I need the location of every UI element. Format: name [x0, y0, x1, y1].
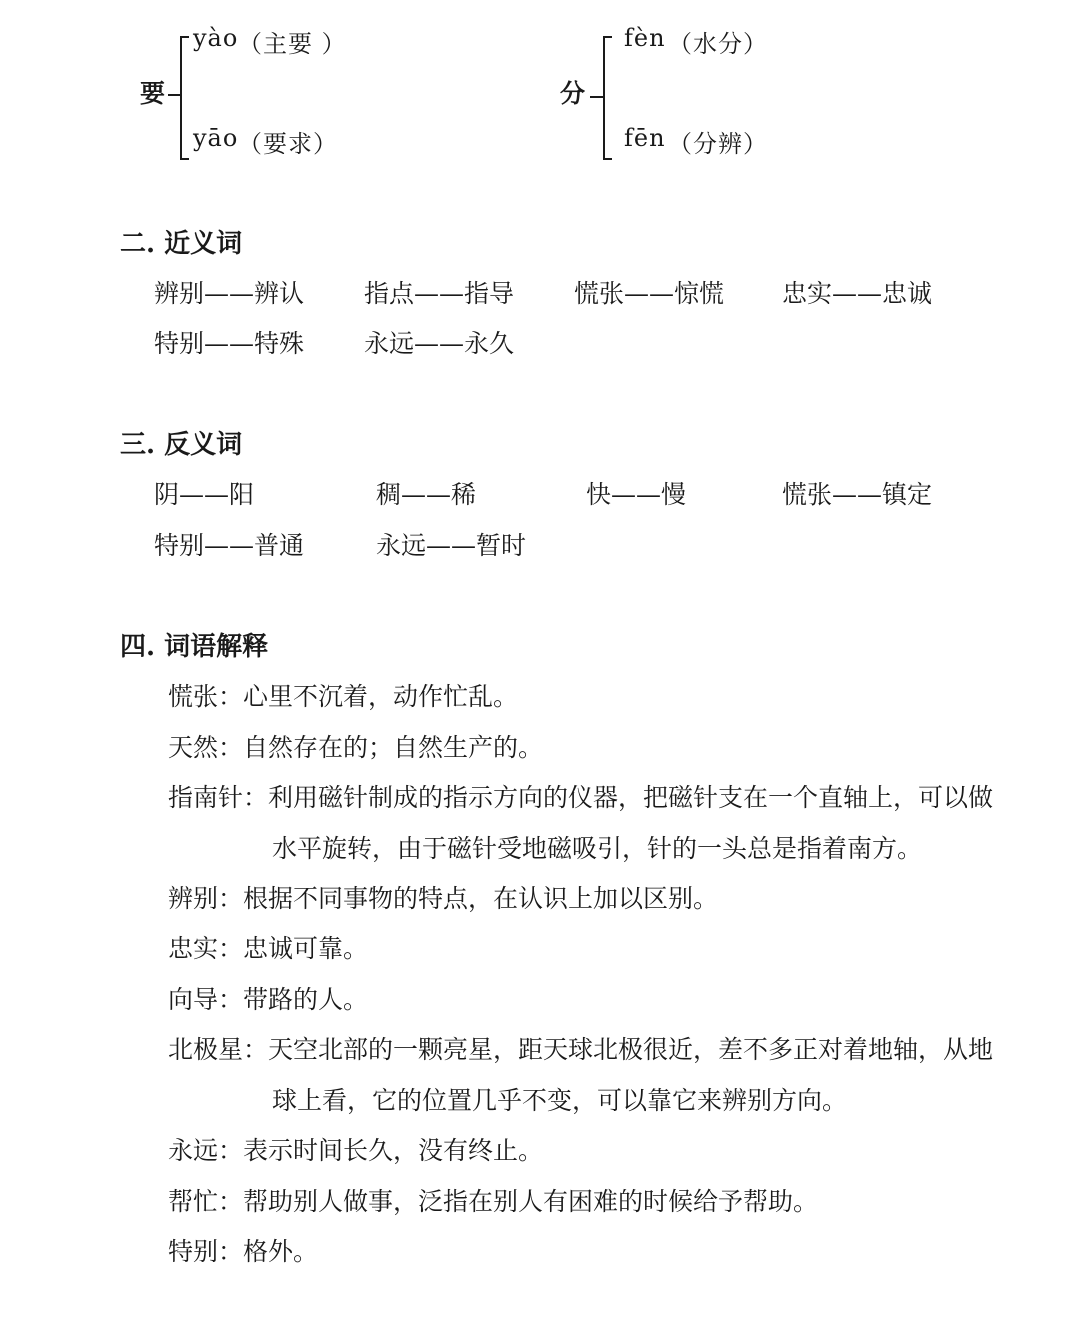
- definition-term: 忠实：: [168, 934, 244, 963]
- definition-text: 表示时间长久，没有终止。: [243, 1136, 544, 1165]
- brace: [180, 36, 189, 160]
- word-pair: 快——慢: [586, 480, 687, 509]
- definition-entry: [168, 1030, 993, 1066]
- word-pair: 阴——阳: [154, 480, 255, 509]
- word-pair: 稠——稀: [376, 480, 477, 509]
- definition-entry: [168, 728, 543, 764]
- definition-text: 格外。: [243, 1237, 319, 1266]
- definition-text: 心里不沉着，动作忙乱。: [243, 682, 519, 711]
- reading-pinyin: fèn: [624, 24, 666, 52]
- word-pair: 忠实——忠诚: [782, 279, 933, 308]
- definition-term: 指南针：: [168, 783, 269, 812]
- definition-entry: [168, 1131, 543, 1167]
- definition-text: 帮助别人做事，泛指在别人有困难的时候给予帮助。: [243, 1187, 819, 1216]
- reading-pinyin: fēn: [624, 124, 666, 152]
- definition-text: 天空北部的一颗亮星，距天球北极很近，差不多正对着地轴，从地: [268, 1035, 994, 1064]
- definition-continuation: 球上看，它的位置几乎不变，可以靠它来辨别方向。: [272, 1086, 848, 1115]
- definition-term: 北极星：: [168, 1035, 269, 1064]
- definition-continuation: 水平旋转，由于磁针受地磁吸引，针的一头总是指着南方。: [272, 834, 923, 863]
- section-heading: 三. 反义词: [120, 430, 243, 460]
- reading-pinyin: yāo: [193, 124, 239, 152]
- brace: [603, 36, 612, 160]
- definition-term: 慌张：: [168, 682, 244, 711]
- section-heading: 二. 近义词: [120, 229, 243, 259]
- brace-tick: [590, 96, 604, 98]
- definition-entry: [168, 677, 518, 713]
- definition-entry: [168, 980, 368, 1016]
- polyphone-char: 分: [560, 79, 586, 108]
- definition-text: 根据不同事物的特点，在认识上加以区别。: [243, 884, 719, 913]
- definition-text: 利用磁针制成的指示方向的仪器，把磁针支在一个直轴上，可以做: [268, 783, 994, 812]
- definition-entry: [168, 1182, 818, 1218]
- polyphone-char: 要: [140, 79, 166, 108]
- definition-term: 永远：: [168, 1136, 244, 1165]
- definition-term: 帮忙：: [168, 1187, 244, 1216]
- definition-text: 自然存在的；自然生产的。: [243, 733, 544, 762]
- word-pair: 慌张——镇定: [782, 480, 933, 509]
- word-pair: 特别——普通: [154, 531, 305, 560]
- definition-entry: [168, 1232, 318, 1268]
- reading-word: （分辨）: [668, 130, 768, 158]
- reading-word: （主要 ）: [238, 30, 347, 58]
- definition-term: 特别：: [168, 1237, 244, 1266]
- definition-entry: [168, 929, 368, 965]
- reading-pinyin: yào: [193, 24, 239, 52]
- word-pair: 指点——指导: [364, 279, 515, 308]
- definition-term: 天然：: [168, 733, 244, 762]
- section-heading: 四. 词语解释: [120, 632, 269, 662]
- definition-entry: [168, 778, 993, 814]
- definition-text: 带路的人。: [243, 985, 369, 1014]
- word-pair: 慌张——惊慌: [574, 279, 725, 308]
- definition-entry: [168, 879, 718, 915]
- word-pair: 特别——特殊: [154, 329, 305, 358]
- reading-word: （要求）: [238, 130, 338, 158]
- word-pair: 永远——暂时: [376, 531, 527, 560]
- word-pair: 永远——永久: [364, 329, 515, 358]
- reading-word: （水分）: [668, 30, 768, 58]
- definition-term: 向导：: [168, 985, 244, 1014]
- definition-text: 忠诚可靠。: [243, 934, 369, 963]
- definition-term: 辨别：: [168, 884, 244, 913]
- word-pair: 辨别——辨认: [154, 279, 305, 308]
